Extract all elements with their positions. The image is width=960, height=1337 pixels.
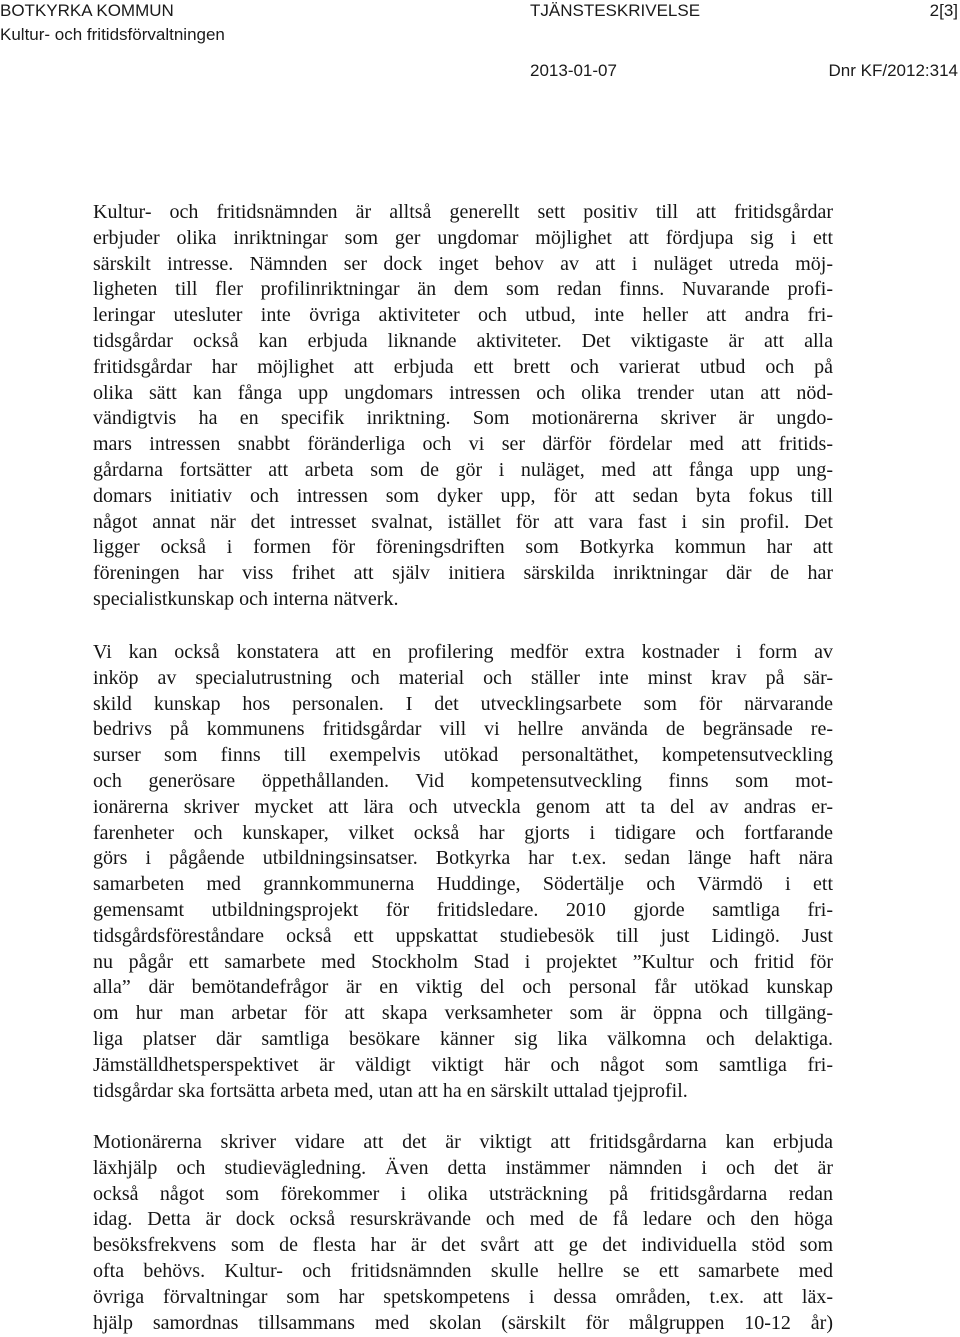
text-line: domars initiativ och intressen som dyker upp, för att sedan byta fokus till	[93, 484, 833, 507]
text-line: nu pågår ett samarbete med Stockholm Stad i projektet ”Kultur och fritid för	[93, 950, 833, 973]
text-line: bedrivs på kommunens fritidsgårdar vill vi hellre använda de begränsade re-	[93, 718, 833, 741]
text-line: leringar utesluter inte övriga aktiviteter och utbud, inte heller att andra fri-	[93, 304, 833, 327]
text-line: om hur man arbetar för att skapa verksamheter som är öppna och tillgäng-	[93, 1002, 833, 1025]
text-line: tidsgårdar också kan erbjuda liknande aktiviteter. Det viktigaste är att alla	[93, 329, 833, 352]
text-line: samarbeten med grannkommunerna Huddinge, Södertälje och Värmdö i ett	[93, 873, 833, 896]
text-line: farenheter och kunskaper, vilket också har gjorts i tidigare och fortfarande	[93, 821, 833, 844]
text-line: erbjuder olika inriktningar som ger ungdomar möjlighet att fördjupa sig i ett	[93, 226, 833, 249]
text-line: ofta behövs. Kultur- och fritidsnämnden skulle hellre se ett samarbete med	[93, 1259, 833, 1282]
text-line: Jämställdhetsperspektivet är väldigt viktigt här och något som samtliga fri-	[93, 1053, 833, 1076]
text-line: läxhjälp och studievägledning. Även detta instämmer nämnden i och det är	[93, 1156, 833, 1179]
text-line: föreningen har viss frihet att själv initiera särskilda inriktningar där de har	[93, 562, 833, 585]
paragraph-1	[93, 200, 833, 613]
text-line: fritidsgårdar har möjlighet att erbjuda ett brett och varierat utbud och på	[93, 355, 833, 378]
document-reference: Dnr KF/2012:314	[828, 61, 958, 80]
text-line: hjälp samordnas tillsammans med skolan (särskilt för målgruppen 10-12 år)	[93, 1311, 833, 1334]
text-line: ligheten till fler profilinriktningar än dem som redan finns. Nuvarande profi-	[93, 278, 833, 301]
text-line: något annat när det intresset svalnat, istället för att vara fast i sin profil. Det	[93, 510, 833, 533]
text-line: specialistkunskap och interna nätverk.	[93, 587, 399, 610]
text-line: ionärerna skriver mycket att lära och utveckla genom att ta del av andras er-	[93, 795, 833, 818]
paragraph-3	[93, 1130, 833, 1336]
text-line: särskilt intresse. Nämnden ser dock inget behov av att i nuläget utreda möj-	[93, 252, 833, 275]
text-line: tidsgårdar ska fortsätta arbeta med, utan att ha en särskilt uttalad tjejprofil.	[93, 1079, 688, 1102]
text-line: surser som finns till exempelvis utökad personaltäthet, kompetensutveckling	[93, 744, 833, 767]
text-line: övriga förvaltningar som har spetskompetens i dessa områden, t.ex. att läx-	[93, 1285, 833, 1308]
text-line: vändigtvis ha en specifik inriktning. Som motionärerna skriver är ungdo-	[93, 407, 833, 430]
department-name: Kultur- och fritidsförvaltningen	[0, 25, 225, 44]
text-line: inköp av specialutrustning och material och ställer inte minst krav på sär-	[93, 666, 833, 689]
text-line: Vi kan också konstatera att en profilering medför extra kostnader i form av	[93, 641, 833, 663]
text-line: alla” där bemötandefrågor är en viktig del och personal får utökad kunskap	[93, 976, 833, 999]
page-number: 2[3]	[929, 1, 958, 20]
text-line: liga platser där samtliga besökare känner sig lika välkomna och delaktiga.	[93, 1027, 833, 1050]
text-line: gårdarna fortsätter att arbeta som de gör i nuläget, med att fånga upp ung-	[93, 458, 833, 481]
text-line: gemensamt utbildningsprojekt för fritidsledare. 2010 gjorde samtliga fri-	[93, 898, 833, 921]
text-line: besöksfrekvens som de flesta har är det svårt att ge det individuella stöd som	[93, 1234, 833, 1257]
text-line: görs i pågående utbildningsinsatser. Botkyrka har t.ex. sedan länge haft nära	[93, 847, 833, 870]
document-date: 2013-01-07	[530, 61, 617, 80]
text-line: och generösare öppethållanden. Vid kompetensutveckling finns som mot-	[93, 769, 833, 792]
paragraph-2	[93, 640, 833, 1104]
text-line: idag. Detta är dock också resurskrävande och med de få ledare och den höga	[93, 1208, 833, 1231]
organization-name: BOTKYRKA KOMMUN	[0, 1, 174, 20]
text-line: olika sätt kan fånga upp ungdomars intressen och olika trender utan att nöd-	[93, 381, 833, 404]
text-line: Kultur- och fritidsnämnden är alltså generellt sett positiv till att fritidsgårdar	[93, 201, 833, 223]
text-line: också något som förekommer i olika utsträckning på fritidsgårdarna redan	[93, 1182, 833, 1205]
document-type: TJÄNSTESKRIVELSE	[530, 1, 701, 20]
text-line: Motionärerna skriver vidare att det är viktigt att fritidsgårdarna kan erbjuda	[93, 1131, 833, 1153]
text-line: ligger också i formen för föreningsdriften som Botkyrka kommun har att	[93, 536, 833, 559]
text-line: skild kunskap hos personalen. I det utvecklingsarbete som för närvarande	[93, 692, 833, 715]
text-line: mars intressen snabbt föränderliga och vi ser därför fördelar med att fritids-	[93, 433, 833, 456]
text-line: tidsgårdsföreståndare också ett uppskattat studiebesök till just Lidingö. Just	[93, 924, 833, 947]
